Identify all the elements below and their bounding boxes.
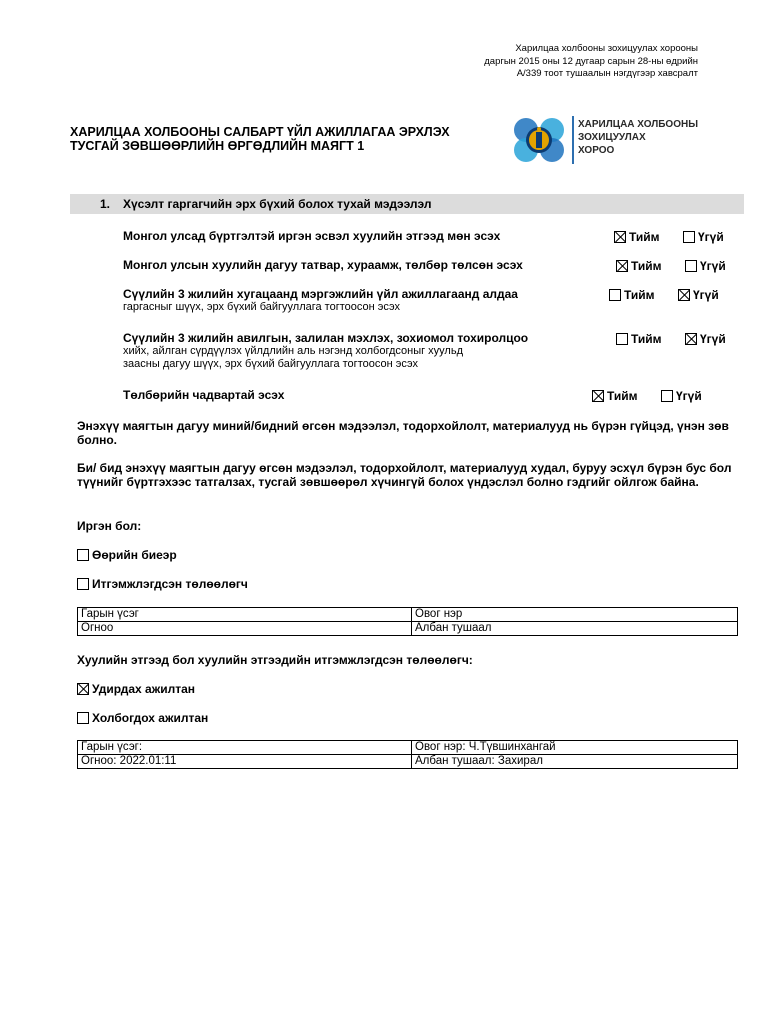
q1-yes-checkbox[interactable] (614, 231, 626, 243)
approval-note (378, 43, 698, 81)
legal-manager-checkbox[interactable] (77, 683, 89, 695)
citizen-option-representative[interactable] (77, 577, 248, 591)
declaration-paragraph-1: Энэхүү маягтын дагуу миний/бидний өгсөн мэдээлэл, тодорхойлолт, материалууд нь бүрэн гүйцэд, үнэн зөв болно. (77, 419, 729, 447)
option-label: Тийм (631, 332, 662, 346)
section-title: Хүсэлт гаргагчийн эрх бүхий болох тухай мэдээлэл (123, 197, 432, 211)
logo-text-line: ХАРИЛЦАА ХОЛБООНЫ (578, 119, 699, 130)
q4-no-checkbox[interactable] (685, 333, 697, 345)
logo-text-line: ХОРОО (578, 145, 615, 156)
citizen-option-self[interactable] (77, 548, 177, 562)
question-3 (123, 288, 518, 314)
question-text: Сүүлийн 3 жилийн авилгын, залилан мэхлэх, зохиомол тохиролцоо (123, 331, 529, 345)
q2-yes-checkbox[interactable] (616, 260, 628, 272)
approval-line: Харилцаа холбооны зохицуулах хорооны (515, 43, 698, 54)
crc-logo (510, 112, 710, 168)
q5-yes-option[interactable] (592, 389, 638, 403)
logo-text-line: ЗОХИЦУУЛАХ (578, 132, 646, 143)
table-row (78, 608, 738, 622)
position-cell[interactable]: Албан тушаал: Захирал (412, 755, 738, 769)
question-text: Монгол улсын хуулийн дагуу татвар, хураамж, төлбөр төлсөн эсэх (123, 258, 523, 272)
q4-yes-checkbox[interactable] (616, 333, 628, 345)
question-text: Монгол улсад бүртгэлтэй иргэн эсвэл хуулийн этгээд мөн эсэх (123, 229, 501, 243)
option-label: Удирдах ажилтан (92, 682, 196, 696)
document-title (70, 125, 490, 153)
option-label: Үгүй (676, 389, 702, 403)
approval-line: даргын 2015 оны 12 дугаар сарын 28-ны өдрийн (484, 55, 698, 67)
q1-no-checkbox[interactable] (683, 231, 695, 243)
option-label: Холбогдох ажилтан (92, 711, 209, 725)
question-subtext: гаргасныг шүүх, эрх бүхий байгууллага тогтоосон эсэх (123, 301, 400, 313)
date-cell[interactable]: Огноо (78, 622, 412, 636)
question-subtext: заасны дагуу шүүх, эрх бүхий байгууллага тогтоосон эсэх (123, 358, 418, 370)
question-4 (123, 332, 528, 371)
logo-divider (572, 116, 574, 164)
section-1-header (70, 194, 744, 214)
q3-no-option[interactable] (678, 288, 719, 302)
q5-no-checkbox[interactable] (661, 390, 673, 402)
question-1 (123, 230, 500, 243)
option-label: Үгүй (698, 230, 724, 244)
position-cell[interactable]: Албан тушаал (412, 622, 738, 636)
citizen-signature-table (77, 607, 738, 636)
q3-no-checkbox[interactable] (678, 289, 690, 301)
option-label: Тийм (624, 288, 655, 302)
emblem-icon (510, 112, 568, 168)
q2-no-checkbox[interactable] (685, 260, 697, 272)
signature-cell[interactable]: Гарын үсэг: (78, 741, 412, 755)
q3-yes-checkbox[interactable] (609, 289, 621, 301)
section-number: 1. (100, 197, 111, 211)
option-label: Итгэмжлэгдсэн төлөөлөгч (92, 577, 248, 591)
title-line: ХАРИЛЦАА ХОЛБООНЫ САЛБАРТ ҮЙЛ АЖИЛЛАГАА ЭРХЛЭХ (70, 125, 450, 139)
approval-line: А/339 тоот тушаалын нэгдүгээр хавсралт (516, 68, 698, 79)
q2-yes-option[interactable] (616, 259, 662, 273)
legal-entity-heading: Хуулийн этгээд бол хуулийн этгээдийн итгэмжлэгдсэн төлөөлөгч: (77, 653, 473, 667)
signature-cell[interactable]: Гарын үсэг (78, 608, 412, 622)
q5-no-option[interactable] (661, 389, 702, 403)
option-label: Тийм (629, 230, 660, 244)
table-row (78, 755, 738, 769)
question-2 (123, 259, 523, 272)
name-cell[interactable]: Овог нэр: Ч.Түвшинхангай (412, 741, 738, 755)
citizen-heading: Иргэн бол: (77, 519, 142, 533)
title-line: ТУСГАЙ ЗӨВШӨӨРЛИЙН ӨРГӨДЛИЙН МАЯГТ 1 (70, 139, 365, 153)
q3-yes-option[interactable] (609, 288, 655, 302)
q1-yes-option[interactable] (614, 230, 660, 244)
question-text: Төлбөрийн чадвартай эсэх (123, 388, 285, 402)
question-subtext: хийх, айлган сүрдүүлэх үйлдлийн аль нэгэнд холбогдсоныг хуульд (123, 345, 463, 357)
citizen-representative-checkbox[interactable] (77, 578, 89, 590)
logo-text (578, 118, 698, 157)
q1-no-option[interactable] (683, 230, 724, 244)
question-5 (123, 389, 284, 402)
q5-yes-checkbox[interactable] (592, 390, 604, 402)
option-label: Өөрийн биеэр (92, 548, 177, 562)
legal-entity-signature-table (77, 740, 738, 769)
option-label: Үгүй (700, 332, 726, 346)
name-cell[interactable]: Овог нэр (412, 608, 738, 622)
legal-staff-checkbox[interactable] (77, 712, 89, 724)
table-row (78, 622, 738, 636)
citizen-self-checkbox[interactable] (77, 549, 89, 561)
q4-yes-option[interactable] (616, 332, 662, 346)
option-label: Үгүй (700, 259, 726, 273)
option-label: Үгүй (693, 288, 719, 302)
table-row (78, 741, 738, 755)
date-cell[interactable]: Огноо: 2022.01:11 (78, 755, 412, 769)
option-label: Тийм (607, 389, 638, 403)
q2-no-option[interactable] (685, 259, 726, 273)
legal-option-manager[interactable] (77, 682, 195, 696)
question-text: Сүүлийн 3 жилийн хугацаанд мэргэжлийн үйл ажиллагаанд алдаа (123, 287, 518, 301)
declaration-paragraph-2: Би/ бид энэхүү маягтын дагуу өгсөн мэдээлэл, тодорхойлолт, материалууд худал, буруу эсхүл бүрэн бус бол түүнийг бүртгэхээс татгалзах, тусгай зөвшөөрөл хүчингүй болох үндэслэл болно гэдгийг ойлгож байна. (77, 461, 732, 489)
option-label: Тийм (631, 259, 662, 273)
legal-option-staff[interactable] (77, 711, 208, 725)
q4-no-option[interactable] (685, 332, 726, 346)
